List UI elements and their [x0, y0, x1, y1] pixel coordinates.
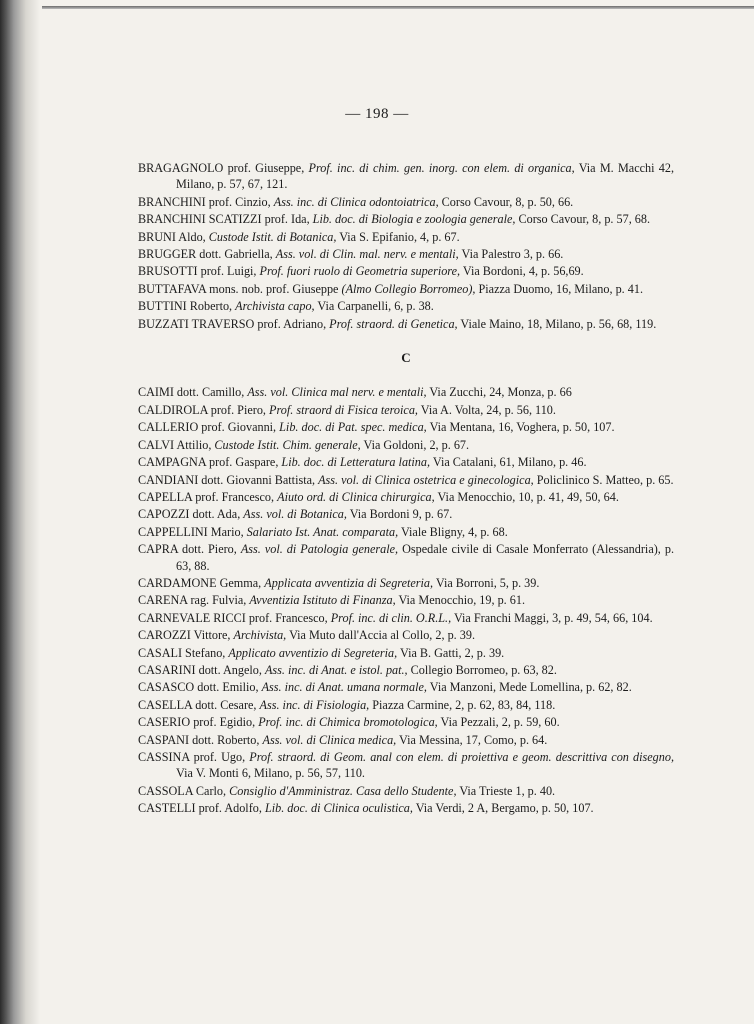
entry-address-pages: Via Mentana, 16, Voghera, p. 50, 107.: [429, 420, 615, 435]
entry-name: CASSINA prof. Ugo,: [138, 750, 246, 764]
entry-role: Ass. inc. di Anat. umana normale,: [261, 680, 427, 695]
directory-entry: [138, 627, 674, 643]
entry-address-pages: Via M. Macchi 42, Milano, p. 57, 67, 121.: [176, 161, 675, 192]
entry-address-pages: Collegio Borromeo, p. 63, 82.: [410, 662, 557, 677]
entry-role: Applicato avventizio di Segreteria,: [228, 645, 398, 660]
directory-entry: [138, 298, 674, 314]
entry-name: BRANCHINI prof. Cinzio,: [138, 194, 271, 209]
directory-entry: [138, 437, 674, 453]
entry-address-pages: Via Manzoni, Mede Lomellina, p. 62, 82.: [429, 680, 632, 695]
entry-name: CARNEVALE RICCI prof. Francesco,: [138, 610, 328, 625]
entry-name: CALDIROLA prof. Piero,: [138, 402, 266, 417]
directory-entry: [138, 160, 674, 193]
section-c-entries: [138, 384, 674, 816]
entry-address-pages: Via Pezzali, 2, p. 59, 60.: [440, 715, 560, 730]
entry-address-pages: Via Trieste 1, p. 40.: [459, 783, 556, 798]
entry-address-pages: Via Menocchio, 19, p. 61.: [398, 593, 526, 608]
entry-address-pages: Via Catalani, 61, Milano, p. 46.: [432, 455, 587, 470]
entry-role: Archivista capo,: [235, 299, 315, 314]
entry-name: BRUNI Aldo,: [138, 229, 206, 244]
entry-role: (Almo Collegio Borromeo),: [341, 281, 476, 296]
directory-entry: [138, 800, 674, 816]
entry-address-pages: Corso Cavour, 8, p. 57, 68.: [518, 212, 651, 227]
entry-address-pages: Ospedale civile di Casale Monferrato (Alessandria), p. 63, 88.: [176, 542, 674, 573]
section-letter-heading: C: [401, 350, 411, 366]
directory-entry: [138, 679, 674, 695]
directory-entry: [138, 524, 674, 540]
directory-entry: [138, 194, 674, 210]
entry-name: CAPRA dott. Piero,: [138, 542, 237, 557]
entry-name: CASERIO prof. Egidio,: [138, 715, 256, 730]
book-binding-shadow: [0, 0, 40, 1024]
entry-role: Lib. doc. di Clinica oculistica,: [264, 801, 413, 816]
top-edge-rule: [42, 6, 754, 9]
entry-name: CARDAMONE Gemma,: [138, 575, 262, 590]
entry-name: CASSOLA Carlo,: [138, 783, 227, 798]
entry-role: Ass. inc. di Clinica odontoiatrica,: [273, 194, 439, 209]
entry-address-pages: Via Borroni, 5, p. 39.: [435, 575, 540, 590]
entry-address-pages: Via V. Monti 6, Milano, p. 56, 57, 110.: [176, 766, 365, 781]
directory-entry: [138, 384, 674, 400]
entry-address-pages: Via Verdi, 2 A, Bergamo, p. 50, 107.: [415, 801, 594, 816]
entry-address-pages: Via B. Gatti, 2, p. 39.: [400, 645, 505, 660]
entry-address-pages: Via A. Volta, 24, p. 56, 110.: [420, 402, 556, 417]
directory-entry: [138, 749, 674, 782]
directory-entry: [138, 263, 674, 279]
entry-address-pages: Via Messina, 17, Como, p. 64.: [399, 732, 548, 747]
directory-entry: [138, 402, 674, 418]
entry-address-pages: Piazza Carmine, 2, p. 62, 83, 84, 118.: [372, 697, 556, 712]
entry-name: CASTELLI prof. Adolfo,: [138, 801, 262, 816]
entry-role: Lib. doc. di Pat. spec. medica,: [279, 420, 427, 435]
section-b-entries: [138, 160, 674, 332]
entry-role: Prof. inc. di Chimica bromotologica,: [258, 715, 438, 730]
entry-role: Ass. vol. di Patologia generale,: [240, 542, 399, 557]
directory-entry: [138, 662, 674, 678]
entry-role: Ass. inc. di Anat. e istol. pat.,: [264, 662, 408, 677]
directory-entry: [138, 592, 674, 608]
entry-address-pages: Policlinico S. Matteo, p. 65.: [536, 472, 674, 487]
entry-role: Archivista,: [233, 628, 287, 643]
directory-entry: [138, 575, 674, 591]
entry-role: Aiuto ord. di Clinica chirurgica,: [277, 489, 435, 504]
directory-entry: [138, 246, 674, 262]
entry-role: Ass. vol. di Clinica medica,: [262, 732, 397, 747]
entry-address-pages: Via Carpanelli, 6, p. 38.: [317, 299, 434, 314]
entry-name: CAPELLA prof. Francesco,: [138, 489, 275, 504]
entry-name: CANDIANI dott. Giovanni Battista,: [138, 472, 316, 487]
entry-name: CALLERIO prof. Giovanni,: [138, 420, 277, 435]
directory-entry: [138, 281, 674, 297]
entry-name: CAPOZZI dott. Ada,: [138, 507, 241, 522]
entry-address-pages: Corso Cavour, 8, p. 50, 66.: [441, 194, 574, 209]
entry-address-pages: Viale Maino, 18, Milano, p. 56, 68, 119.: [460, 316, 657, 331]
directory-entry: [138, 472, 674, 488]
entry-address-pages: Via Zucchi, 24, Monza, p. 66: [429, 385, 572, 400]
entry-address-pages: Viale Bligny, 4, p. 68.: [400, 524, 508, 539]
entry-address-pages: Via Menocchio, 10, p. 41, 49, 50, 64.: [437, 489, 619, 504]
entry-address-pages: Piazza Duomo, 16, Milano, p. 41.: [478, 281, 644, 296]
entry-address-pages: Via Goldoni, 2, p. 67.: [363, 437, 470, 452]
directory-entry: [138, 697, 674, 713]
directory-entry: [138, 211, 674, 227]
directory-entry: [138, 489, 674, 505]
entry-name: BRUGGER dott. Gabriella,: [138, 247, 273, 262]
entry-role: Custode Istit. di Botanica,: [208, 229, 337, 244]
entry-name: BUTTINI Roberto,: [138, 299, 233, 314]
directory-entry: [138, 732, 674, 748]
entry-name: CARENA rag. Fulvia,: [138, 593, 247, 608]
directory-entry: [138, 454, 674, 470]
entry-role: Prof. inc. di clin. O.R.L.,: [330, 610, 452, 625]
directory-entry: [138, 610, 674, 626]
entry-role: Custode Istit. Chim. generale,: [214, 437, 361, 452]
entry-address-pages: Via Franchi Maggi, 3, p. 49, 54, 66, 104.: [453, 610, 653, 625]
entry-address-pages: Via Palestro 3, p. 66.: [461, 247, 564, 262]
entry-name: CALVI Attilio,: [138, 437, 212, 452]
entry-role: Prof. fuori ruolo di Geometria superiore,: [259, 264, 461, 279]
entry-name: CAROZZI Vittore,: [138, 628, 231, 643]
directory-entry: [138, 541, 674, 574]
entry-role: Ass. inc. di Fisiologia,: [259, 697, 370, 712]
entry-role: Prof. straord di Fisica teroica,: [269, 402, 418, 417]
entry-name: CAMPAGNA prof. Gaspare,: [138, 455, 279, 470]
entry-role: Applicata avventizia di Segreteria,: [264, 575, 434, 590]
entry-role: Consiglio d'Amministraz. Casa dello Studente,: [229, 783, 457, 798]
directory-entry: [138, 506, 674, 522]
directory-entry: [138, 645, 674, 661]
entry-role: Lib. doc. di Letteratura latina,: [281, 455, 431, 470]
entry-name: CASASCO dott. Emilio,: [138, 680, 259, 695]
entry-name: CASARINI dott. Angelo,: [138, 662, 262, 677]
entry-role: Salariato Ist. Anat. comparata,: [246, 524, 399, 539]
entry-address-pages: Via Muto dall'Accia al Collo, 2, p. 39.: [289, 628, 475, 643]
entry-role: Ass. vol. di Clin. mal. nerv. e mentali,: [275, 247, 459, 262]
entry-name: CASALI Stefano,: [138, 645, 226, 660]
entry-name: CASPANI dott. Roberto,: [138, 732, 260, 747]
entry-role: Ass. vol. di Clinica ostetrica e ginecologica,: [318, 472, 534, 487]
entry-name: BRAGAGNOLO prof. Giuseppe,: [138, 161, 305, 175]
page-number: — 198 —: [345, 106, 409, 122]
entry-name: BRUSOTTI prof. Luigi,: [138, 264, 257, 279]
entry-role: Prof. straord. di Geom. anal con elem. di proiettiva e geom. descrittiva con disegno,: [249, 750, 674, 764]
entry-role: Prof. inc. di chim. gen. inorg. con elem. di organica,: [308, 161, 575, 175]
entry-name: BUZZATI TRAVERSO prof. Adriano,: [138, 316, 327, 331]
directory-entry: [138, 316, 674, 332]
entry-address-pages: Via S. Epifanio, 4, p. 67.: [339, 229, 460, 244]
entry-name: CAIMI dott. Camillo,: [138, 385, 245, 400]
entry-address-pages: Via Bordoni 9, p. 67.: [349, 507, 453, 522]
entry-name: CASELLA dott. Cesare,: [138, 697, 257, 712]
entry-address-pages: Via Bordoni, 4, p. 56,69.: [462, 264, 584, 279]
entry-role: Prof. straord. di Genetica,: [329, 316, 458, 331]
directory-entry: [138, 714, 674, 730]
entry-name: CAPPELLINI Mario,: [138, 524, 244, 539]
directory-listing: [138, 160, 674, 818]
directory-entry: [138, 783, 674, 799]
entry-role: Ass. vol. Clinica mal nerv. e mentali,: [247, 385, 427, 400]
directory-entry: [138, 229, 674, 245]
entry-name: BRANCHINI SCATIZZI prof. Ida,: [138, 212, 310, 227]
entry-name: BUTTAFAVA mons. nob. prof. Giuseppe: [138, 281, 339, 296]
entry-role: Ass. vol. di Botanica,: [243, 507, 347, 522]
directory-entry: [138, 419, 674, 435]
entry-role: Lib. doc. di Biologia e zoologia generale,: [312, 212, 516, 227]
entry-role: Avventizia Istituto di Finanza,: [249, 593, 396, 608]
